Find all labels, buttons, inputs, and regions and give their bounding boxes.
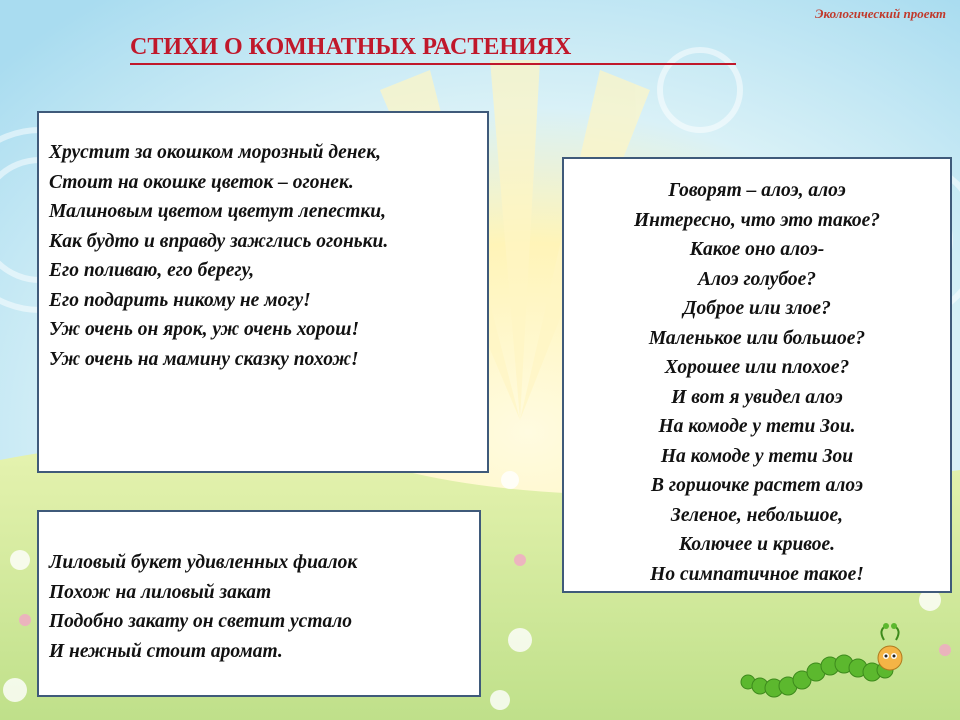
poem-line: Подобно закату он светит устало: [49, 611, 353, 632]
poem-line: Лиловый букет удивленных фиалок: [49, 552, 358, 573]
poem-card-1: [37, 111, 489, 473]
poem-line: Алоэ голубое?: [698, 268, 816, 290]
poem-line: Но симпатичное такое!: [650, 563, 864, 585]
poem-line: Какое оно алоэ-: [689, 239, 825, 260]
poem-line: Его поливаю, его берегу,: [49, 260, 255, 281]
poem-line: Хрустит за окошком морозный денек,: [49, 142, 381, 163]
poem-card-3: [37, 510, 481, 697]
poem-line: И нежный стоит аромат.: [49, 640, 283, 662]
poem-line: На комоде у тети Зои.: [658, 416, 856, 437]
poem-line: В горшочке растет алоэ: [651, 475, 863, 496]
project-label: Экологический проект: [815, 6, 946, 21]
poem-line: Колючее и кривое.: [678, 534, 836, 555]
poem-line: Говорят – алоэ, алоэ: [668, 180, 846, 201]
poem-line: Малиновым цветом цветут лепестки,: [49, 201, 387, 222]
poem-line: Зеленое, небольшое,: [670, 504, 844, 526]
poem-line: И вот я увидел алоэ: [671, 386, 843, 408]
page-title: СТИХИ О КОМНАТНЫХ РАСТЕНИЯХ: [130, 34, 736, 65]
poem-line: На комоде у тети Зои: [660, 445, 854, 467]
poem-card-2: [562, 157, 952, 593]
poem-line: Уж очень он ярок, уж очень хорош!: [49, 319, 360, 340]
poem-line: Доброе или злое?: [683, 298, 831, 319]
caterpillar-illustration: [740, 620, 940, 700]
poem-line: Маленькое или большое?: [648, 327, 866, 349]
poem-line: Стоит на окошке цветок – огонек.: [49, 171, 354, 193]
poem-line: Интересно, что это такое?: [633, 209, 881, 231]
poem-line: Его подарить никому не могу!: [49, 289, 311, 311]
poem-line: Похож на лиловый закат: [49, 581, 272, 603]
poem-line: Хорошее или плохое?: [664, 357, 850, 378]
poem-line: Уж очень на мамину сказку похож!: [49, 348, 359, 370]
poem-line: Как будто и вправду зажглись огоньки.: [49, 230, 389, 252]
